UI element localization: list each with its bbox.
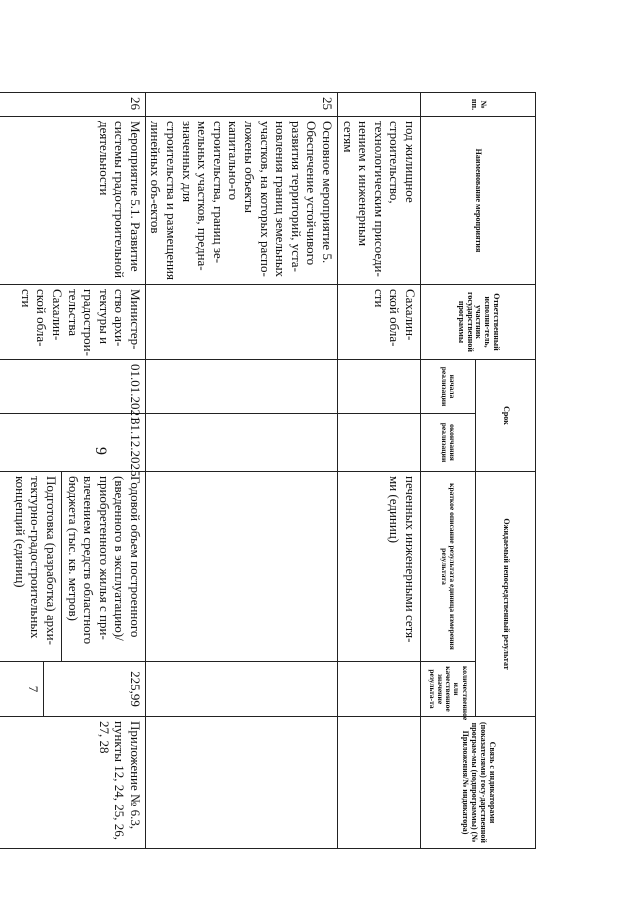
header-expected-value: количественное или качественное значение результа-та bbox=[421, 662, 476, 717]
cell-value bbox=[145, 662, 337, 717]
cell-end: 31.12.2025 bbox=[0, 414, 145, 472]
cell-num bbox=[338, 93, 421, 117]
cell-value bbox=[338, 662, 421, 717]
cell-name: Мероприятие 5.1. Развитие системы градостроительной деятельности bbox=[0, 117, 145, 285]
cell-responsible: Сахалин-ской обла-сти bbox=[338, 285, 421, 360]
result-value-2: 7 bbox=[25, 662, 44, 716]
cell-desc bbox=[145, 472, 337, 662]
cell-link bbox=[145, 717, 337, 849]
header-term-end: окончания реализации bbox=[421, 414, 476, 472]
cell-num: 25 bbox=[145, 93, 337, 117]
cell-start: 01.01.2021 bbox=[0, 360, 145, 414]
cell-desc: печенных инженерными сетя-ми (единиц) bbox=[338, 472, 421, 662]
cell-responsible-part2: Сахалин-ской обла-сти bbox=[18, 289, 65, 347]
cell-num: 26 bbox=[0, 93, 145, 117]
result-desc-1: Годовой объем построенного (введенного в эксплуатацию)/ приобретенного жилья с при-влечением средств областного бюджета (тыс. кв. метров) bbox=[65, 476, 143, 645]
header-num: № пп. bbox=[421, 93, 536, 117]
cell-end bbox=[145, 414, 337, 472]
cell-responsible bbox=[0, 285, 145, 360]
header-responsible: Ответственный исполни-тель, участник государственной программы bbox=[421, 285, 536, 360]
table-row bbox=[145, 93, 337, 849]
cell-name: под жилищное строительство, технологическим присоеди-нением к инженерным сетям bbox=[338, 117, 421, 285]
cell-responsible-part1: Министер-ство архи-тектуры и градострои-тельства bbox=[65, 289, 143, 356]
table-row bbox=[338, 93, 421, 849]
header-term: Срок bbox=[476, 360, 536, 472]
result-desc-2: Подготовка (разработка) архи-тектурно-градостроительных концепций (единиц) bbox=[12, 472, 62, 661]
page-number: 9 bbox=[92, 447, 109, 455]
header-name: Наименование мероприятия bbox=[421, 117, 536, 285]
header-expected-desc: краткое описание результата единица измерения результата bbox=[421, 472, 476, 662]
cell-responsible bbox=[145, 285, 337, 360]
cell-value bbox=[0, 662, 145, 717]
header-link: Связь с индикаторами (показателями) госу-дарственной програм-мы (подпрограммы) (№ Приложения/№ индикатора) bbox=[421, 717, 536, 849]
cell-link: Приложение № 6.3, пункты 12, 24, 25, 26, 27, 28 bbox=[0, 717, 145, 849]
result-value-1: 225,99 bbox=[127, 671, 143, 707]
cell-desc bbox=[0, 472, 145, 662]
cell-name: Основное мероприятие 5. Обеспечение устойчивого развития территорий, уста-новления границ земельных участков, на которых распо-ложены объекты капитально-го строительства, границ зе-мельных участков, предна-значенных для строительства и размещения линейных объ-ектов bbox=[145, 117, 337, 285]
table-row bbox=[0, 93, 145, 849]
cell-link bbox=[338, 717, 421, 849]
header-term-start: начала реализации bbox=[421, 360, 476, 414]
cell-end bbox=[338, 414, 421, 472]
measures-table bbox=[0, 92, 536, 849]
header-expected: Ожидаемый непосредственный результат bbox=[476, 472, 536, 717]
cell-start bbox=[145, 360, 337, 414]
cell-start bbox=[338, 360, 421, 414]
